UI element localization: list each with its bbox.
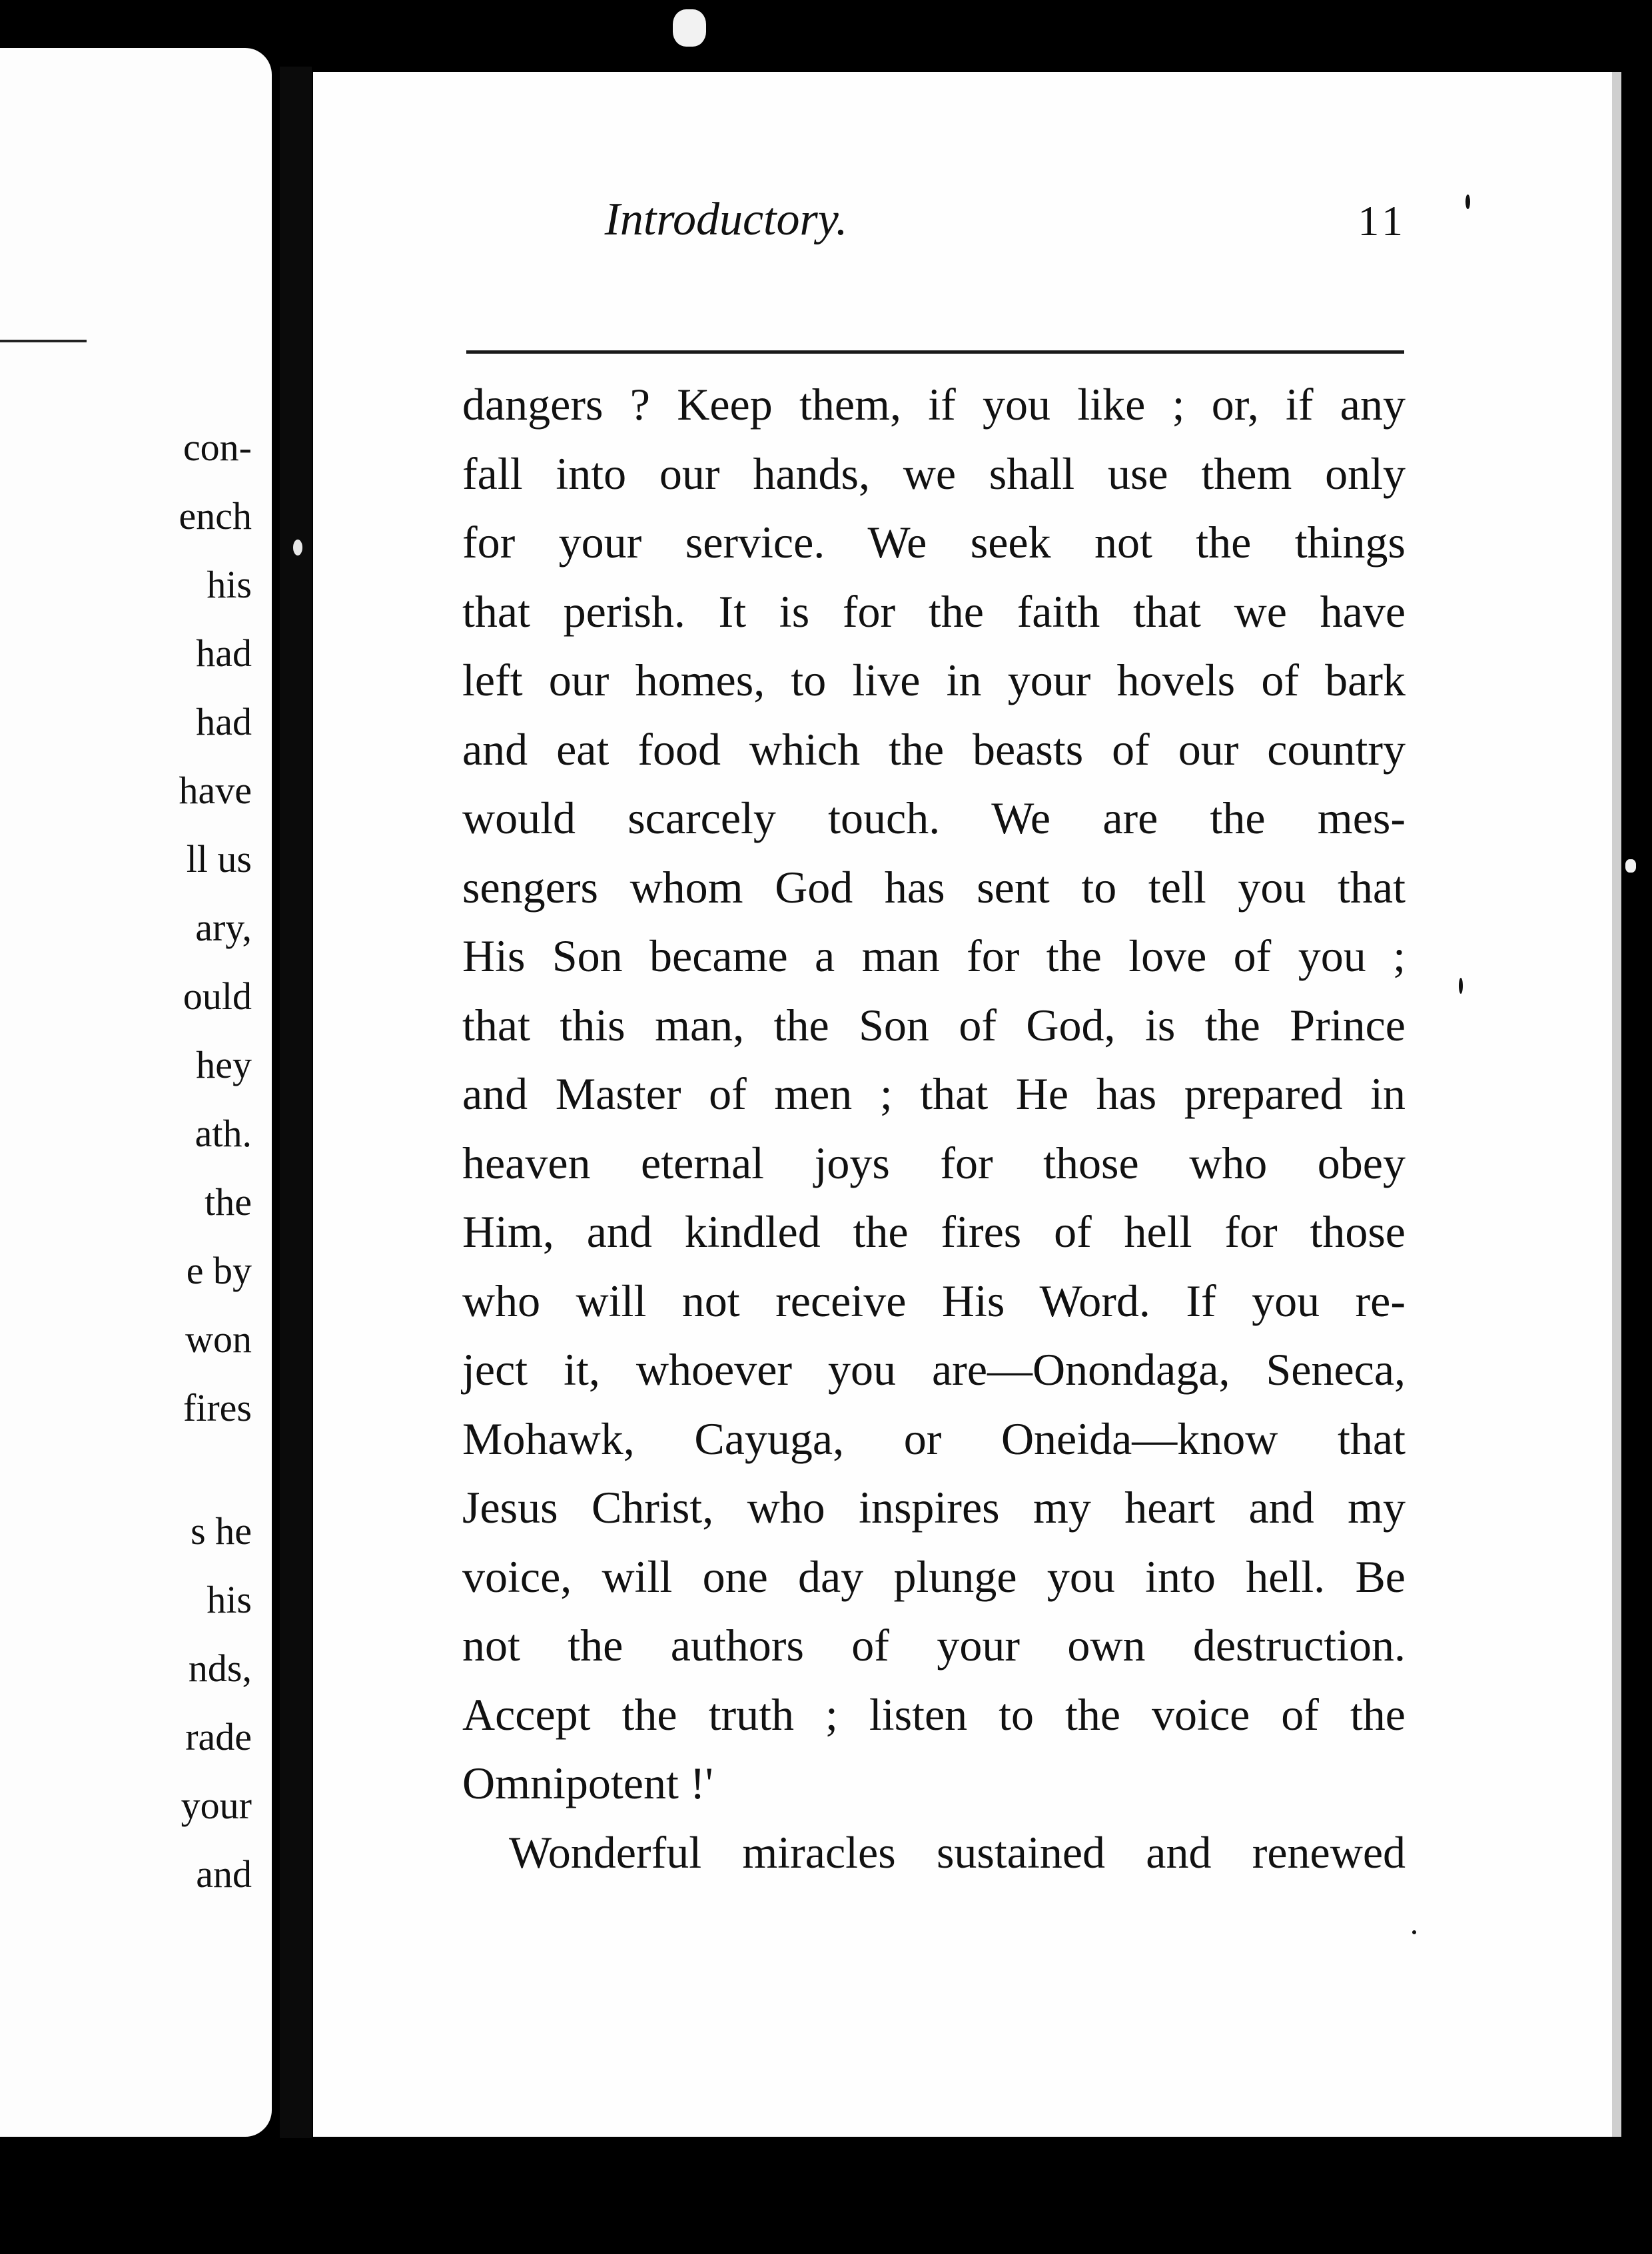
left-line: e by	[186, 1249, 252, 1292]
left-line: had	[196, 631, 252, 675]
left-line: his	[206, 563, 252, 606]
body-line: not the authors of your own destruction.	[462, 1620, 1406, 1671]
body-line: Jesus Christ, who inspires my heart and my	[462, 1482, 1406, 1533]
left-line: ary,	[195, 906, 252, 949]
body-line: who will not receive His Word. If you re-	[462, 1275, 1406, 1326]
book-gutter	[280, 67, 312, 2138]
body-line: left our homes, to live in your hovels of bark	[462, 655, 1406, 705]
left-line: con-	[183, 426, 252, 469]
right-page-edge	[1612, 72, 1621, 2137]
left-line: his	[206, 1578, 252, 1621]
header-rule	[466, 350, 1404, 354]
body-line: dangers ? Keep them, if you like ; or, if any	[462, 379, 1406, 430]
left-line: ll us	[186, 837, 252, 881]
body-text	[462, 370, 1406, 1887]
body-line: fall into our hands, we shall use them only	[462, 448, 1406, 499]
body-line: ject it, whoever you are—Onondaga, Seneca,	[462, 1344, 1406, 1395]
left-line: hey	[196, 1043, 252, 1086]
body-line: Him, and kindled the fires of hell for those	[462, 1206, 1406, 1257]
body-line: heaven eternal joys for those who obey	[462, 1137, 1406, 1188]
page-number: 11	[1358, 197, 1407, 244]
left-line-gap	[119, 1442, 252, 1497]
left-line: your	[181, 1784, 252, 1827]
scan-speck	[1459, 978, 1463, 994]
scan-speck	[293, 540, 302, 556]
body-line: voice, will one day plunge you into hell. Be	[462, 1551, 1406, 1602]
body-line: sengers whom God has sent to tell you that	[462, 861, 1406, 913]
left-page	[0, 48, 272, 2137]
left-line: have	[179, 769, 252, 812]
left-page-rule	[0, 340, 87, 342]
scan-speck	[1412, 1930, 1416, 1934]
body-line: and Master of men ; that He has prepared in	[462, 1068, 1406, 1119]
body-line: would scarcely touch. We are the mes-	[462, 793, 1406, 843]
left-line: won	[185, 1317, 252, 1361]
left-line: and	[196, 1852, 252, 1896]
body-line: for your service. We seek not the things	[462, 517, 1406, 567]
left-line: rade	[185, 1715, 252, 1758]
left-page-text	[119, 413, 252, 1908]
scan-speck	[673, 9, 706, 47]
body-line: Accept the truth ; listen to the voice of the	[462, 1689, 1406, 1740]
body-line: Mohawk, Cayuga, or Oneida—know that	[462, 1413, 1406, 1464]
body-line: that perish. It is for the faith that we have	[462, 585, 1406, 637]
body-line-paragraph-start: Wonderful miracles sustained and renewed	[509, 1826, 1406, 1878]
left-line: ench	[179, 494, 252, 538]
left-line: fires	[183, 1386, 252, 1429]
left-line: had	[196, 700, 252, 743]
left-line: ath.	[195, 1112, 252, 1155]
scan-speck	[1465, 194, 1470, 209]
body-line: His Son became a man for the love of you ;	[462, 931, 1406, 981]
left-line: ould	[183, 974, 252, 1018]
body-line-paragraph-end: Omnipotent !'	[462, 1758, 713, 1808]
left-line: the	[205, 1180, 252, 1224]
running-header-title: Introductory.	[604, 194, 848, 245]
left-line: nds,	[188, 1647, 252, 1690]
body-line: that this man, the Son of God, is the Prince	[462, 999, 1406, 1050]
scan-speck	[1625, 859, 1636, 873]
body-line: and eat food which the beasts of our country	[462, 723, 1406, 775]
left-line: s he	[191, 1509, 252, 1553]
